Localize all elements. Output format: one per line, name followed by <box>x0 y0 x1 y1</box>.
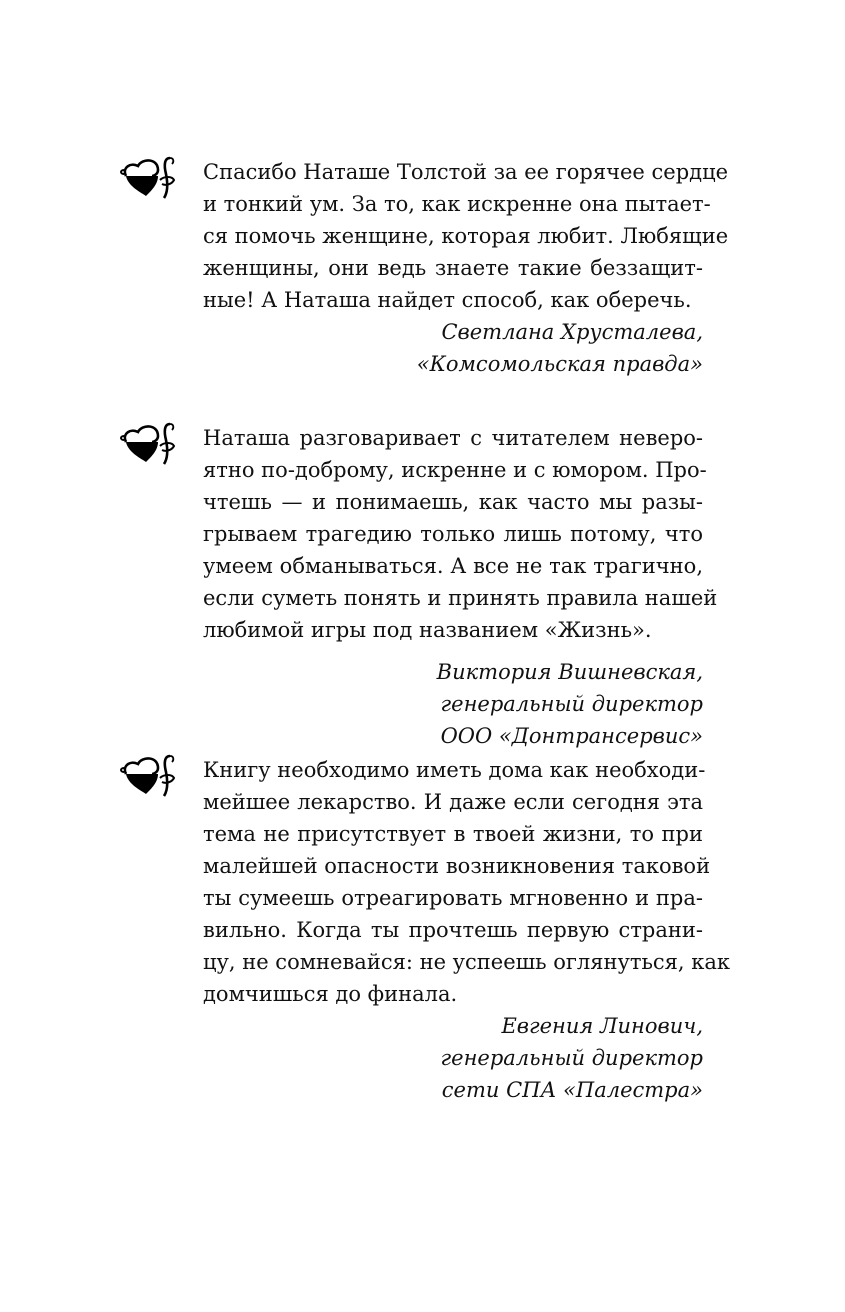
quote-line: и тонкий ум. За то, как искренне она пытает- <box>203 192 711 216</box>
quote-line: ятно по-доброму, искренне и с юмором. Про- <box>203 458 707 482</box>
quote-affiliation: генеральный директор <box>440 1046 703 1070</box>
quote-author: Светлана Хрусталева, <box>441 320 703 344</box>
quote-line: Спасибо Наташе Толстой за ее горячее сердце <box>203 160 729 184</box>
heart-flourish-icon <box>118 154 182 200</box>
quote-affiliation: генеральный директор <box>440 692 703 716</box>
quote-line: домчишься до финала. <box>203 982 458 1006</box>
quote-line: мейшее лекарство. И даже если сегодня эта <box>203 790 703 814</box>
quote-line: Книгу необходимо иметь дома как необходи- <box>203 758 706 782</box>
quote-affiliation: сети СПА «Палестра» <box>441 1078 703 1102</box>
quote-3 <box>203 754 731 1106</box>
quote-affiliation: «Комсомольская правда» <box>416 352 703 376</box>
quote-line: грываем трагедию только лишь потому, что <box>203 522 703 546</box>
quote-line: умеем обманываться. А все не так трагично, <box>203 554 703 578</box>
quote-2 <box>203 422 718 752</box>
quote-line: цу, не сомневайся: не успеешь оглянуться, как <box>203 950 731 974</box>
quote-line: если суметь понять и принять правила нашей <box>203 586 718 610</box>
quote-line: тема не присутствует в твоей жизни, то при <box>203 822 703 846</box>
quote-1 <box>203 156 729 380</box>
heart-flourish-icon <box>118 420 182 466</box>
quote-line: ные! А Наташа найдет способ, как оберечь. <box>203 288 692 312</box>
heart-flourish-icon <box>118 752 182 798</box>
quote-line: вильно. Когда ты прочтешь первую страни- <box>203 918 703 942</box>
quote-line: Наташа разговаривает с читателем неверо- <box>203 426 703 450</box>
quote-author: Виктория Вишневская, <box>436 660 703 684</box>
quote-line: любимой игры под названием «Жизнь». <box>203 618 652 642</box>
quote-line: чтешь — и понимаешь, как часто мы разы- <box>203 490 703 514</box>
quote-line: женщины, они ведь знаете такие беззащит- <box>203 256 703 280</box>
quote-affiliation: ООО «Донтрансервис» <box>440 724 703 748</box>
quote-line: малейшей опасности возникновения таковой <box>203 854 711 878</box>
quote-line: ся помочь женщине, которая любит. Любящие <box>203 224 729 248</box>
quote-author: Евгения Линович, <box>501 1014 703 1038</box>
quote-line: ты сумеешь отреагировать мгновенно и пра- <box>203 886 703 910</box>
